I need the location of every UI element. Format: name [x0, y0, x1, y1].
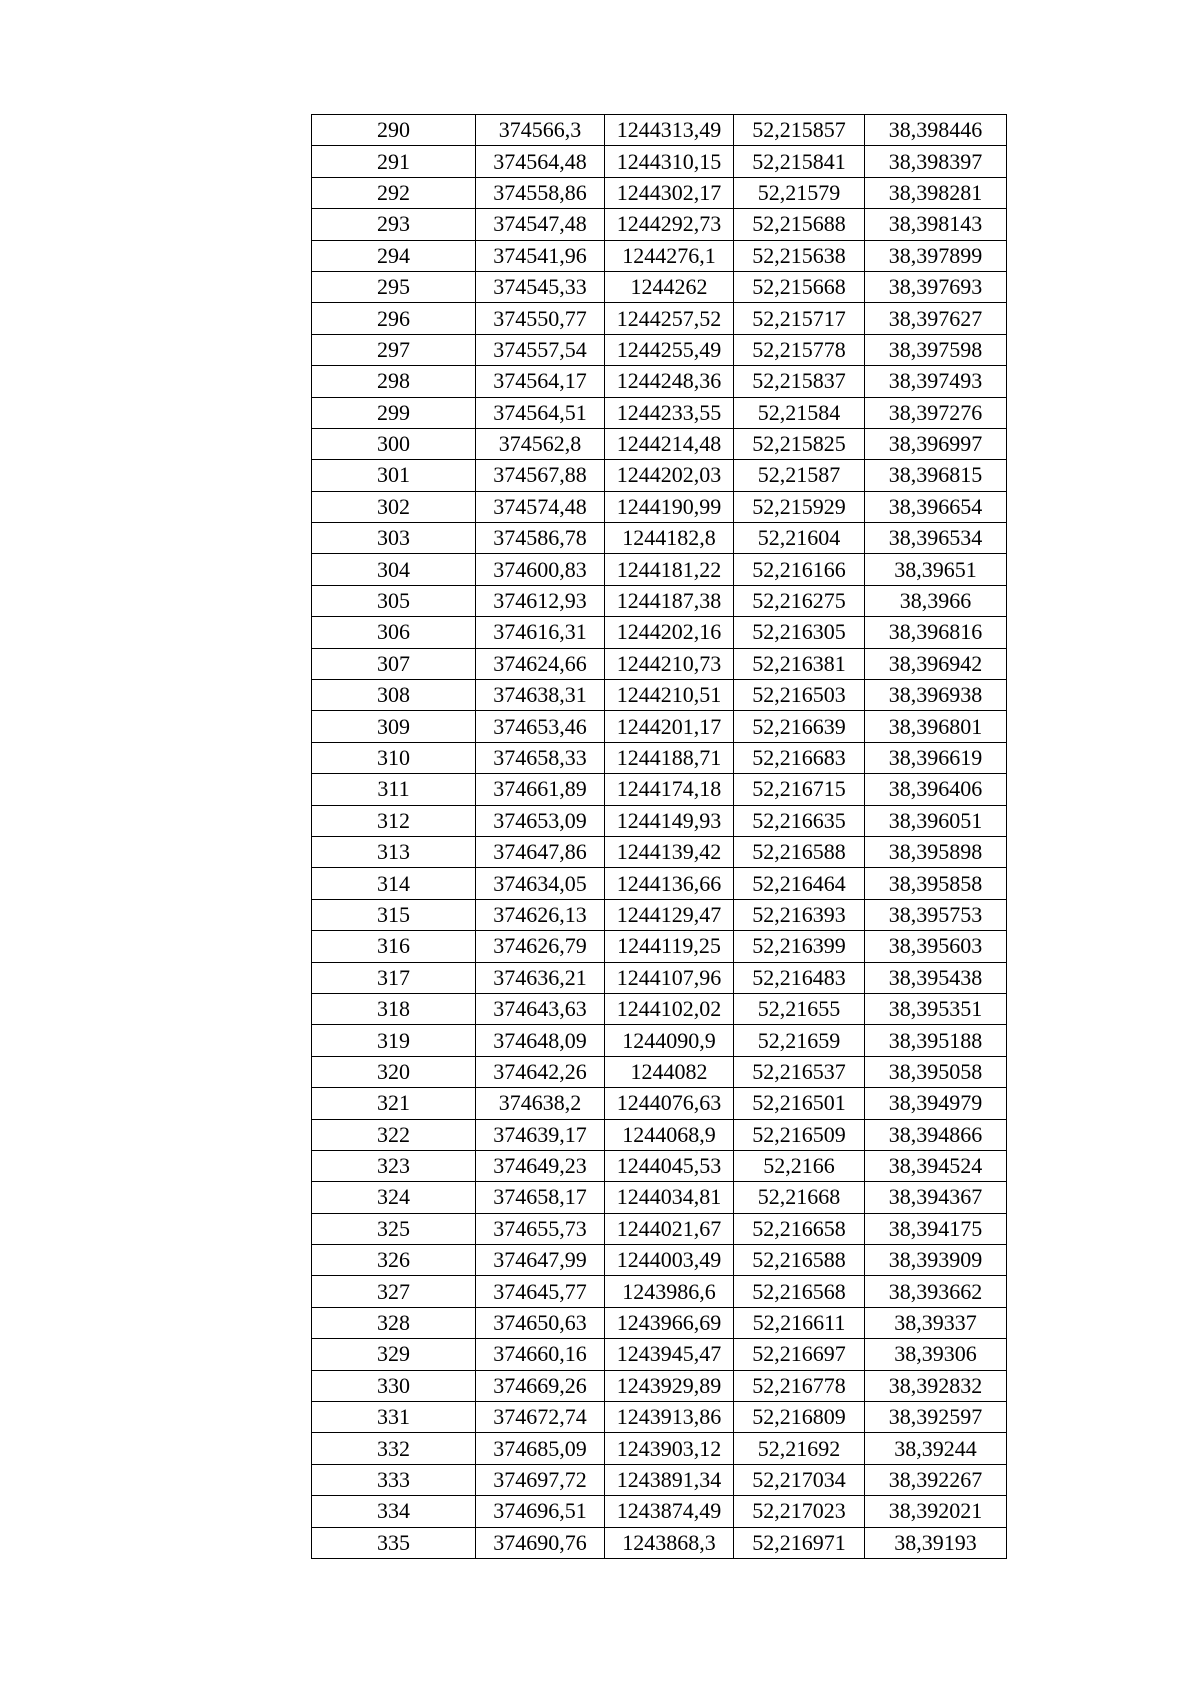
latitude-cell: 52,21587 — [734, 460, 865, 491]
y-coordinate-cell: 1244202,16 — [605, 617, 734, 648]
x-coordinate-cell: 374661,89 — [476, 774, 605, 805]
y-coordinate-cell: 1243945,47 — [605, 1339, 734, 1370]
latitude-cell: 52,215778 — [734, 334, 865, 365]
point-number-cell: 317 — [312, 962, 476, 993]
y-coordinate-cell: 1244310,15 — [605, 146, 734, 177]
point-number-cell: 318 — [312, 993, 476, 1024]
longitude-cell: 38,392597 — [865, 1402, 1007, 1433]
table-row — [312, 460, 1007, 491]
x-coordinate-cell: 374638,2 — [476, 1088, 605, 1119]
x-coordinate-cell: 374558,86 — [476, 177, 605, 208]
longitude-cell: 38,398446 — [865, 115, 1007, 146]
y-coordinate-cell: 1244182,8 — [605, 523, 734, 554]
latitude-cell: 52,216464 — [734, 868, 865, 899]
y-coordinate-cell: 1244076,63 — [605, 1088, 734, 1119]
table-row — [312, 1527, 1007, 1558]
point-number-cell: 300 — [312, 428, 476, 459]
latitude-cell: 52,216778 — [734, 1370, 865, 1401]
y-coordinate-cell: 1244187,38 — [605, 585, 734, 616]
latitude-cell: 52,21655 — [734, 993, 865, 1024]
point-number-cell: 313 — [312, 836, 476, 867]
table-row — [312, 554, 1007, 585]
point-number-cell: 305 — [312, 585, 476, 616]
x-coordinate-cell: 374639,17 — [476, 1119, 605, 1150]
table-row — [312, 899, 1007, 930]
coordinates-table — [311, 114, 1007, 1559]
point-number-cell: 321 — [312, 1088, 476, 1119]
longitude-cell: 38,397899 — [865, 240, 1007, 271]
table-row — [312, 177, 1007, 208]
table-row — [312, 931, 1007, 962]
y-coordinate-cell: 1243891,34 — [605, 1464, 734, 1495]
table-row — [312, 523, 1007, 554]
latitude-cell: 52,217034 — [734, 1464, 865, 1495]
latitude-cell: 52,216483 — [734, 962, 865, 993]
y-coordinate-cell: 1244139,42 — [605, 836, 734, 867]
longitude-cell: 38,397493 — [865, 366, 1007, 397]
y-coordinate-cell: 1244214,48 — [605, 428, 734, 459]
longitude-cell: 38,392832 — [865, 1370, 1007, 1401]
latitude-cell: 52,216568 — [734, 1276, 865, 1307]
table-row — [312, 334, 1007, 365]
table-row — [312, 1245, 1007, 1276]
longitude-cell: 38,39244 — [865, 1433, 1007, 1464]
y-coordinate-cell: 1244233,55 — [605, 397, 734, 428]
table-row — [312, 1402, 1007, 1433]
table-row — [312, 617, 1007, 648]
x-coordinate-cell: 374636,21 — [476, 962, 605, 993]
y-coordinate-cell: 1244090,9 — [605, 1025, 734, 1056]
point-number-cell: 319 — [312, 1025, 476, 1056]
longitude-cell: 38,398281 — [865, 177, 1007, 208]
latitude-cell: 52,215717 — [734, 303, 865, 334]
x-coordinate-cell: 374658,17 — [476, 1182, 605, 1213]
table-row — [312, 428, 1007, 459]
y-coordinate-cell: 1244292,73 — [605, 209, 734, 240]
longitude-cell: 38,393662 — [865, 1276, 1007, 1307]
y-coordinate-cell: 1243913,86 — [605, 1402, 734, 1433]
point-number-cell: 332 — [312, 1433, 476, 1464]
latitude-cell: 52,216537 — [734, 1056, 865, 1087]
x-coordinate-cell: 374626,13 — [476, 899, 605, 930]
latitude-cell: 52,216588 — [734, 836, 865, 867]
x-coordinate-cell: 374541,96 — [476, 240, 605, 271]
x-coordinate-cell: 374655,73 — [476, 1213, 605, 1244]
longitude-cell: 38,396051 — [865, 805, 1007, 836]
point-number-cell: 301 — [312, 460, 476, 491]
x-coordinate-cell: 374647,86 — [476, 836, 605, 867]
point-number-cell: 292 — [312, 177, 476, 208]
table-row — [312, 1213, 1007, 1244]
y-coordinate-cell: 1244082 — [605, 1056, 734, 1087]
x-coordinate-cell: 374642,26 — [476, 1056, 605, 1087]
latitude-cell: 52,216639 — [734, 711, 865, 742]
table-row — [312, 993, 1007, 1024]
y-coordinate-cell: 1243874,49 — [605, 1496, 734, 1527]
y-coordinate-cell: 1244129,47 — [605, 899, 734, 930]
longitude-cell: 38,39337 — [865, 1307, 1007, 1338]
longitude-cell: 38,397276 — [865, 397, 1007, 428]
table-row — [312, 115, 1007, 146]
y-coordinate-cell: 1244174,18 — [605, 774, 734, 805]
longitude-cell: 38,392021 — [865, 1496, 1007, 1527]
x-coordinate-cell: 374653,09 — [476, 805, 605, 836]
y-coordinate-cell: 1244276,1 — [605, 240, 734, 271]
table-row — [312, 1464, 1007, 1495]
longitude-cell: 38,398143 — [865, 209, 1007, 240]
latitude-cell: 52,215929 — [734, 491, 865, 522]
table-row — [312, 962, 1007, 993]
table-row — [312, 271, 1007, 302]
y-coordinate-cell: 1244102,02 — [605, 993, 734, 1024]
x-coordinate-cell: 374669,26 — [476, 1370, 605, 1401]
x-coordinate-cell: 374564,51 — [476, 397, 605, 428]
longitude-cell: 38,396997 — [865, 428, 1007, 459]
table-row — [312, 146, 1007, 177]
latitude-cell: 52,216809 — [734, 1402, 865, 1433]
point-number-cell: 335 — [312, 1527, 476, 1558]
point-number-cell: 295 — [312, 271, 476, 302]
x-coordinate-cell: 374660,16 — [476, 1339, 605, 1370]
y-coordinate-cell: 1244302,17 — [605, 177, 734, 208]
point-number-cell: 334 — [312, 1496, 476, 1527]
table-row — [312, 240, 1007, 271]
x-coordinate-cell: 374650,63 — [476, 1307, 605, 1338]
table-row — [312, 711, 1007, 742]
table-row — [312, 1496, 1007, 1527]
x-coordinate-cell: 374566,3 — [476, 115, 605, 146]
point-number-cell: 293 — [312, 209, 476, 240]
longitude-cell: 38,395898 — [865, 836, 1007, 867]
y-coordinate-cell: 1244262 — [605, 271, 734, 302]
point-number-cell: 314 — [312, 868, 476, 899]
point-number-cell: 324 — [312, 1182, 476, 1213]
y-coordinate-cell: 1244119,25 — [605, 931, 734, 962]
x-coordinate-cell: 374612,93 — [476, 585, 605, 616]
point-number-cell: 322 — [312, 1119, 476, 1150]
point-number-cell: 310 — [312, 742, 476, 773]
x-coordinate-cell: 374645,77 — [476, 1276, 605, 1307]
table-row — [312, 1088, 1007, 1119]
x-coordinate-cell: 374653,46 — [476, 711, 605, 742]
x-coordinate-cell: 374600,83 — [476, 554, 605, 585]
table-row — [312, 1307, 1007, 1338]
longitude-cell: 38,398397 — [865, 146, 1007, 177]
longitude-cell: 38,394979 — [865, 1088, 1007, 1119]
point-number-cell: 312 — [312, 805, 476, 836]
longitude-cell: 38,397598 — [865, 334, 1007, 365]
latitude-cell: 52,21668 — [734, 1182, 865, 1213]
x-coordinate-cell: 374685,09 — [476, 1433, 605, 1464]
y-coordinate-cell: 1243903,12 — [605, 1433, 734, 1464]
point-number-cell: 327 — [312, 1276, 476, 1307]
table-row — [312, 1370, 1007, 1401]
longitude-cell: 38,396801 — [865, 711, 1007, 742]
y-coordinate-cell: 1244210,51 — [605, 680, 734, 711]
y-coordinate-cell: 1244136,66 — [605, 868, 734, 899]
table-row — [312, 1276, 1007, 1307]
longitude-cell: 38,394175 — [865, 1213, 1007, 1244]
y-coordinate-cell: 1243929,89 — [605, 1370, 734, 1401]
latitude-cell: 52,216588 — [734, 1245, 865, 1276]
x-coordinate-cell: 374574,48 — [476, 491, 605, 522]
table-row — [312, 397, 1007, 428]
x-coordinate-cell: 374562,8 — [476, 428, 605, 459]
x-coordinate-cell: 374586,78 — [476, 523, 605, 554]
point-number-cell: 320 — [312, 1056, 476, 1087]
y-coordinate-cell: 1244255,49 — [605, 334, 734, 365]
latitude-cell: 52,216611 — [734, 1307, 865, 1338]
latitude-cell: 52,216635 — [734, 805, 865, 836]
latitude-cell: 52,216305 — [734, 617, 865, 648]
longitude-cell: 38,396406 — [865, 774, 1007, 805]
latitude-cell: 52,216503 — [734, 680, 865, 711]
longitude-cell: 38,392267 — [865, 1464, 1007, 1495]
x-coordinate-cell: 374647,99 — [476, 1245, 605, 1276]
point-number-cell: 311 — [312, 774, 476, 805]
latitude-cell: 52,216715 — [734, 774, 865, 805]
coordinates-table-body — [312, 115, 1007, 1559]
table-row — [312, 1025, 1007, 1056]
longitude-cell: 38,395438 — [865, 962, 1007, 993]
point-number-cell: 326 — [312, 1245, 476, 1276]
y-coordinate-cell: 1244210,73 — [605, 648, 734, 679]
latitude-cell: 52,21584 — [734, 397, 865, 428]
latitude-cell: 52,216697 — [734, 1339, 865, 1370]
point-number-cell: 296 — [312, 303, 476, 334]
point-number-cell: 323 — [312, 1150, 476, 1181]
table-row — [312, 648, 1007, 679]
table-row — [312, 680, 1007, 711]
longitude-cell: 38,393909 — [865, 1245, 1007, 1276]
y-coordinate-cell: 1244021,67 — [605, 1213, 734, 1244]
x-coordinate-cell: 374567,88 — [476, 460, 605, 491]
x-coordinate-cell: 374696,51 — [476, 1496, 605, 1527]
y-coordinate-cell: 1244068,9 — [605, 1119, 734, 1150]
longitude-cell: 38,395058 — [865, 1056, 1007, 1087]
y-coordinate-cell: 1244313,49 — [605, 115, 734, 146]
point-number-cell: 307 — [312, 648, 476, 679]
x-coordinate-cell: 374690,76 — [476, 1527, 605, 1558]
table-row — [312, 491, 1007, 522]
latitude-cell: 52,215638 — [734, 240, 865, 271]
longitude-cell: 38,395188 — [865, 1025, 1007, 1056]
latitude-cell: 52,216509 — [734, 1119, 865, 1150]
point-number-cell: 297 — [312, 334, 476, 365]
x-coordinate-cell: 374557,54 — [476, 334, 605, 365]
x-coordinate-cell: 374547,48 — [476, 209, 605, 240]
x-coordinate-cell: 374624,66 — [476, 648, 605, 679]
latitude-cell: 52,215857 — [734, 115, 865, 146]
table-row — [312, 1119, 1007, 1150]
latitude-cell: 52,216501 — [734, 1088, 865, 1119]
latitude-cell: 52,216393 — [734, 899, 865, 930]
point-number-cell: 303 — [312, 523, 476, 554]
longitude-cell: 38,395351 — [865, 993, 1007, 1024]
point-number-cell: 294 — [312, 240, 476, 271]
point-number-cell: 329 — [312, 1339, 476, 1370]
latitude-cell: 52,21579 — [734, 177, 865, 208]
point-number-cell: 315 — [312, 899, 476, 930]
latitude-cell: 52,215837 — [734, 366, 865, 397]
table-row — [312, 1056, 1007, 1087]
longitude-cell: 38,397693 — [865, 271, 1007, 302]
point-number-cell: 298 — [312, 366, 476, 397]
y-coordinate-cell: 1243986,6 — [605, 1276, 734, 1307]
table-row — [312, 366, 1007, 397]
table-row — [312, 303, 1007, 334]
longitude-cell: 38,395603 — [865, 931, 1007, 962]
point-number-cell: 331 — [312, 1402, 476, 1433]
latitude-cell: 52,2166 — [734, 1150, 865, 1181]
longitude-cell: 38,395858 — [865, 868, 1007, 899]
table-row — [312, 774, 1007, 805]
x-coordinate-cell: 374634,05 — [476, 868, 605, 899]
y-coordinate-cell: 1244201,17 — [605, 711, 734, 742]
y-coordinate-cell: 1244034,81 — [605, 1182, 734, 1213]
x-coordinate-cell: 374649,23 — [476, 1150, 605, 1181]
latitude-cell: 52,21692 — [734, 1433, 865, 1464]
y-coordinate-cell: 1243868,3 — [605, 1527, 734, 1558]
latitude-cell: 52,216971 — [734, 1527, 865, 1558]
y-coordinate-cell: 1244202,03 — [605, 460, 734, 491]
longitude-cell: 38,396654 — [865, 491, 1007, 522]
x-coordinate-cell: 374658,33 — [476, 742, 605, 773]
x-coordinate-cell: 374672,74 — [476, 1402, 605, 1433]
latitude-cell: 52,21604 — [734, 523, 865, 554]
table-row — [312, 836, 1007, 867]
table-row — [312, 1182, 1007, 1213]
y-coordinate-cell: 1244248,36 — [605, 366, 734, 397]
longitude-cell: 38,39193 — [865, 1527, 1007, 1558]
point-number-cell: 328 — [312, 1307, 476, 1338]
table-row — [312, 805, 1007, 836]
y-coordinate-cell: 1244045,53 — [605, 1150, 734, 1181]
longitude-cell: 38,396938 — [865, 680, 1007, 711]
longitude-cell: 38,39306 — [865, 1339, 1007, 1370]
longitude-cell: 38,394866 — [865, 1119, 1007, 1150]
latitude-cell: 52,215688 — [734, 209, 865, 240]
x-coordinate-cell: 374643,63 — [476, 993, 605, 1024]
x-coordinate-cell: 374564,48 — [476, 146, 605, 177]
latitude-cell: 52,217023 — [734, 1496, 865, 1527]
point-number-cell: 304 — [312, 554, 476, 585]
table-row — [312, 742, 1007, 773]
longitude-cell: 38,3966 — [865, 585, 1007, 616]
longitude-cell: 38,396815 — [865, 460, 1007, 491]
point-number-cell: 291 — [312, 146, 476, 177]
table-row — [312, 209, 1007, 240]
x-coordinate-cell: 374616,31 — [476, 617, 605, 648]
latitude-cell: 52,216275 — [734, 585, 865, 616]
latitude-cell: 52,216166 — [734, 554, 865, 585]
x-coordinate-cell: 374648,09 — [476, 1025, 605, 1056]
x-coordinate-cell: 374545,33 — [476, 271, 605, 302]
longitude-cell: 38,396619 — [865, 742, 1007, 773]
x-coordinate-cell: 374638,31 — [476, 680, 605, 711]
latitude-cell: 52,215841 — [734, 146, 865, 177]
point-number-cell: 299 — [312, 397, 476, 428]
latitude-cell: 52,215825 — [734, 428, 865, 459]
latitude-cell: 52,216683 — [734, 742, 865, 773]
y-coordinate-cell: 1244107,96 — [605, 962, 734, 993]
longitude-cell: 38,395753 — [865, 899, 1007, 930]
latitude-cell: 52,216381 — [734, 648, 865, 679]
y-coordinate-cell: 1244188,71 — [605, 742, 734, 773]
point-number-cell: 333 — [312, 1464, 476, 1495]
y-coordinate-cell: 1244149,93 — [605, 805, 734, 836]
longitude-cell: 38,396816 — [865, 617, 1007, 648]
x-coordinate-cell: 374697,72 — [476, 1464, 605, 1495]
y-coordinate-cell: 1244257,52 — [605, 303, 734, 334]
table-row — [312, 585, 1007, 616]
y-coordinate-cell: 1244003,49 — [605, 1245, 734, 1276]
longitude-cell: 38,397627 — [865, 303, 1007, 334]
y-coordinate-cell: 1244181,22 — [605, 554, 734, 585]
table-row — [312, 868, 1007, 899]
longitude-cell: 38,39651 — [865, 554, 1007, 585]
latitude-cell: 52,215668 — [734, 271, 865, 302]
longitude-cell: 38,394524 — [865, 1150, 1007, 1181]
x-coordinate-cell: 374550,77 — [476, 303, 605, 334]
point-number-cell: 290 — [312, 115, 476, 146]
table-row — [312, 1339, 1007, 1370]
longitude-cell: 38,394367 — [865, 1182, 1007, 1213]
longitude-cell: 38,396534 — [865, 523, 1007, 554]
x-coordinate-cell: 374626,79 — [476, 931, 605, 962]
table-row — [312, 1433, 1007, 1464]
latitude-cell: 52,216658 — [734, 1213, 865, 1244]
table-row — [312, 1150, 1007, 1181]
latitude-cell: 52,21659 — [734, 1025, 865, 1056]
point-number-cell: 330 — [312, 1370, 476, 1401]
point-number-cell: 306 — [312, 617, 476, 648]
point-number-cell: 309 — [312, 711, 476, 742]
y-coordinate-cell: 1244190,99 — [605, 491, 734, 522]
point-number-cell: 302 — [312, 491, 476, 522]
y-coordinate-cell: 1243966,69 — [605, 1307, 734, 1338]
x-coordinate-cell: 374564,17 — [476, 366, 605, 397]
latitude-cell: 52,216399 — [734, 931, 865, 962]
point-number-cell: 308 — [312, 680, 476, 711]
point-number-cell: 325 — [312, 1213, 476, 1244]
point-number-cell: 316 — [312, 931, 476, 962]
longitude-cell: 38,396942 — [865, 648, 1007, 679]
